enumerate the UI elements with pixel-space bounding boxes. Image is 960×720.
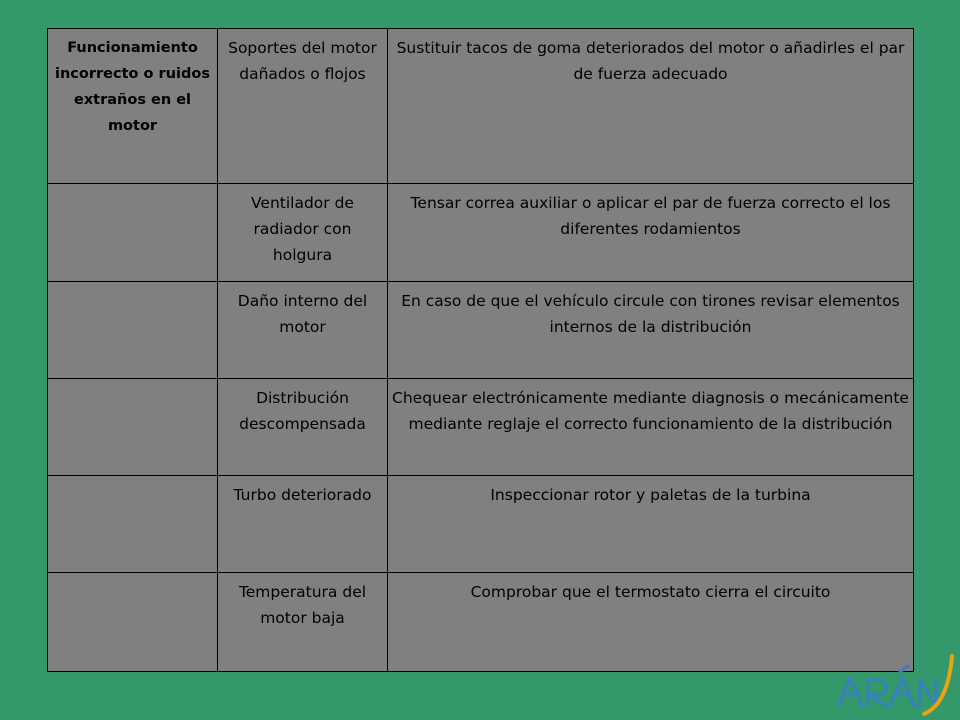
cause-cell: Ventilador de radiador con holgura <box>218 184 388 282</box>
solution-cell: En caso de que el vehículo circule con tirones revisar elementos internos de la distribución <box>388 282 914 379</box>
aran-logo-graphic <box>816 648 956 718</box>
table-row <box>48 184 914 282</box>
table-row <box>48 573 914 672</box>
symptom-cell: Funcionamiento incorrecto o ruidos extraños en el motor <box>48 29 218 184</box>
table-row <box>48 476 914 573</box>
cause-cell: Temperatura del motor baja <box>218 573 388 672</box>
symptom-cell <box>48 573 218 672</box>
cause-cell: Soportes del motor dañados o flojos <box>218 29 388 184</box>
table-row <box>48 379 914 476</box>
solution-cell: Chequear electrónicamente mediante diagnosis o mecánicamente mediante reglaje el correcto funcionamiento de la distribución <box>388 379 914 476</box>
troubleshooting-table <box>47 28 914 672</box>
solution-cell: Sustituir tacos de goma deteriorados del motor o añadirles el par de fuerza adecuado <box>388 29 914 184</box>
symptom-cell <box>48 282 218 379</box>
cause-cell: Distribución descompensada <box>218 379 388 476</box>
symptom-cell <box>48 476 218 573</box>
symptom-cell <box>48 184 218 282</box>
table-row <box>48 282 914 379</box>
table-row <box>48 29 914 184</box>
solution-cell: Inspeccionar rotor y paletas de la turbina <box>388 476 914 573</box>
solution-cell: Comprobar que el termostato cierra el circuito <box>388 573 914 672</box>
cause-cell: Turbo deteriorado <box>218 476 388 573</box>
solution-cell: Tensar correa auxiliar o aplicar el par de fuerza correcto el los diferentes rodamientos <box>388 184 914 282</box>
cause-cell: Daño interno del motor <box>218 282 388 379</box>
aran-logo <box>816 648 956 718</box>
symptom-cell <box>48 379 218 476</box>
